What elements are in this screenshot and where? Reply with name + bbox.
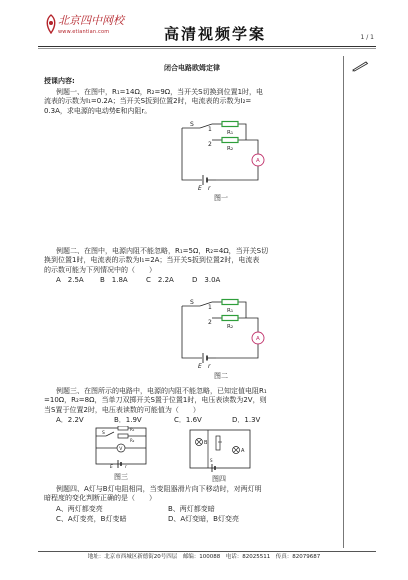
fig1-label-1: 1: [208, 126, 212, 133]
example-2-line: 例题二、在图中，电源内阻不能忽略，R₁=5Ω，R₂=4Ω，当开关S切: [56, 247, 269, 255]
fig3-label-V: V: [119, 446, 123, 452]
example-4-option[interactable]: A、两灯都变亮: [56, 504, 103, 513]
example-3-option[interactable]: B．1.9V: [114, 416, 142, 425]
logo-mark-icon: [44, 14, 58, 34]
example-4-option[interactable]: B、两灯都变暗: [168, 504, 215, 513]
example-1-line: 例题一、在图中，R₁=14Ω，R₂=9Ω，当开关S切换到位置1时，电: [56, 87, 264, 96]
fig2-label-A: A: [256, 336, 260, 342]
logo: [44, 14, 154, 48]
fig1-label-R1: R₁: [227, 130, 234, 136]
example-2-line: 的示数可能为下列情况中的（ ）: [44, 265, 156, 274]
example-3-line: 当S置于位置2时，电压表读数的可能值为（ ）: [44, 405, 200, 414]
fig4-label-A: A: [241, 448, 245, 454]
example-3-option[interactable]: D．1.3V: [232, 416, 261, 425]
fig2-label-S: S: [190, 299, 194, 306]
example-3-line: 例题三、在图所示的电路中，电源的内阻不能忽略，已知定值电阻R₁: [56, 387, 267, 395]
example-3-option[interactable]: C．1.6V: [174, 416, 202, 425]
figure-3-circuit: [92, 426, 152, 470]
figure-1-circuit: [172, 120, 272, 192]
figure-4-caption: 图四: [212, 475, 226, 483]
footer-divider: [38, 551, 376, 552]
example-2-option[interactable]: B 1.8A: [100, 276, 128, 285]
figure-3-caption: 图三: [114, 473, 128, 481]
logo-name: 北京四中网校: [58, 14, 124, 27]
example-4-line: 暗程度的变化判断正确的是（ ）: [44, 494, 156, 503]
example-3-option[interactable]: A．2.2V: [56, 416, 84, 425]
fig2-label-R1: R₁: [227, 308, 234, 314]
page-header: [0, 0, 408, 58]
example-2-line: 换到位置1时，电流表的示数为I₁=2A；当开关S扳到位置2时，电流表: [44, 256, 260, 265]
document-body: [44, 58, 340, 116]
notes-column-divider: [343, 56, 344, 548]
example-3-options: [44, 416, 340, 425]
example-1: [44, 88, 340, 116]
fig2-label-r: r: [208, 363, 211, 370]
figure-4-circuit: [186, 426, 256, 474]
fig3-label-S: S: [102, 431, 105, 436]
fig3-label-E: E: [110, 465, 113, 470]
fig3-label-R1: R₁: [130, 427, 135, 432]
fig2-label-R2: R₂: [227, 324, 234, 330]
doc-title: 闭合电路欧姆定律: [164, 64, 220, 72]
fig4-label-S: S: [210, 458, 213, 463]
example-2-options: [44, 276, 340, 285]
fig1-label-r: r: [208, 185, 211, 192]
example-4-option[interactable]: D、A灯变暗，B灯变亮: [168, 515, 239, 524]
example-2-option[interactable]: C 2.2A: [146, 276, 174, 285]
fig3-label-R2: R₂: [130, 438, 135, 443]
header-title: 高清视频学案: [164, 25, 267, 43]
header-divider: [38, 46, 376, 47]
fig1-label-A: A: [256, 158, 260, 164]
fig1-label-S: S: [190, 121, 194, 128]
example-1-line: 流表的示数为I₁=0.2A；当开关S扳到位置2时，电流表的示数为I₂=: [44, 97, 252, 106]
header-divider-thin: [38, 48, 376, 49]
example-4: [44, 484, 340, 525]
pen-icon[interactable]: [351, 60, 369, 72]
example-3-line: =10Ω，R₂=8Ω，当单刀双掷开关S置于位置1时，电压表读数为2V，则: [44, 396, 267, 405]
figure-2-caption: 图二: [214, 372, 228, 380]
fig1-label-2: 2: [208, 141, 212, 148]
section-heading: 授课内容:: [44, 77, 75, 86]
example-2-option[interactable]: A 2.5A: [56, 276, 84, 285]
fig4-label-B: B: [204, 440, 208, 446]
logo-url: www.etiantian.com: [58, 29, 110, 35]
example-2: [44, 246, 340, 286]
example-4-option[interactable]: C、A灯变亮，B灯变暗: [56, 515, 127, 524]
example-2-option[interactable]: D 3.0A: [192, 276, 221, 285]
fig1-label-E: E: [198, 185, 202, 192]
figure-1-caption: 图一: [214, 194, 228, 202]
example-4-options-row-1: [44, 505, 340, 514]
figure-2-circuit: [172, 298, 272, 370]
example-1-line: 0.3A，求电源的电动势E和内阻r。: [44, 106, 152, 115]
page-number: 1 / 1: [360, 34, 374, 41]
example-4-line: 例题四、A灯与B灯电阻相同，当变阻器滑片向下移动时，对两灯明: [56, 485, 262, 493]
fig1-label-R2: R₂: [227, 146, 234, 152]
fig2-label-2: 2: [208, 319, 212, 326]
fig2-label-E: E: [198, 363, 202, 370]
page-footer: 地址：北京市西城区新德街20号四层 邮编：100088 电话：82025511 传真：82079687: [87, 554, 321, 560]
fig2-label-1: 1: [208, 304, 212, 311]
example-3: [44, 386, 340, 426]
fig3-label-r: r: [125, 465, 127, 470]
example-4-options-row-2: [44, 515, 340, 524]
